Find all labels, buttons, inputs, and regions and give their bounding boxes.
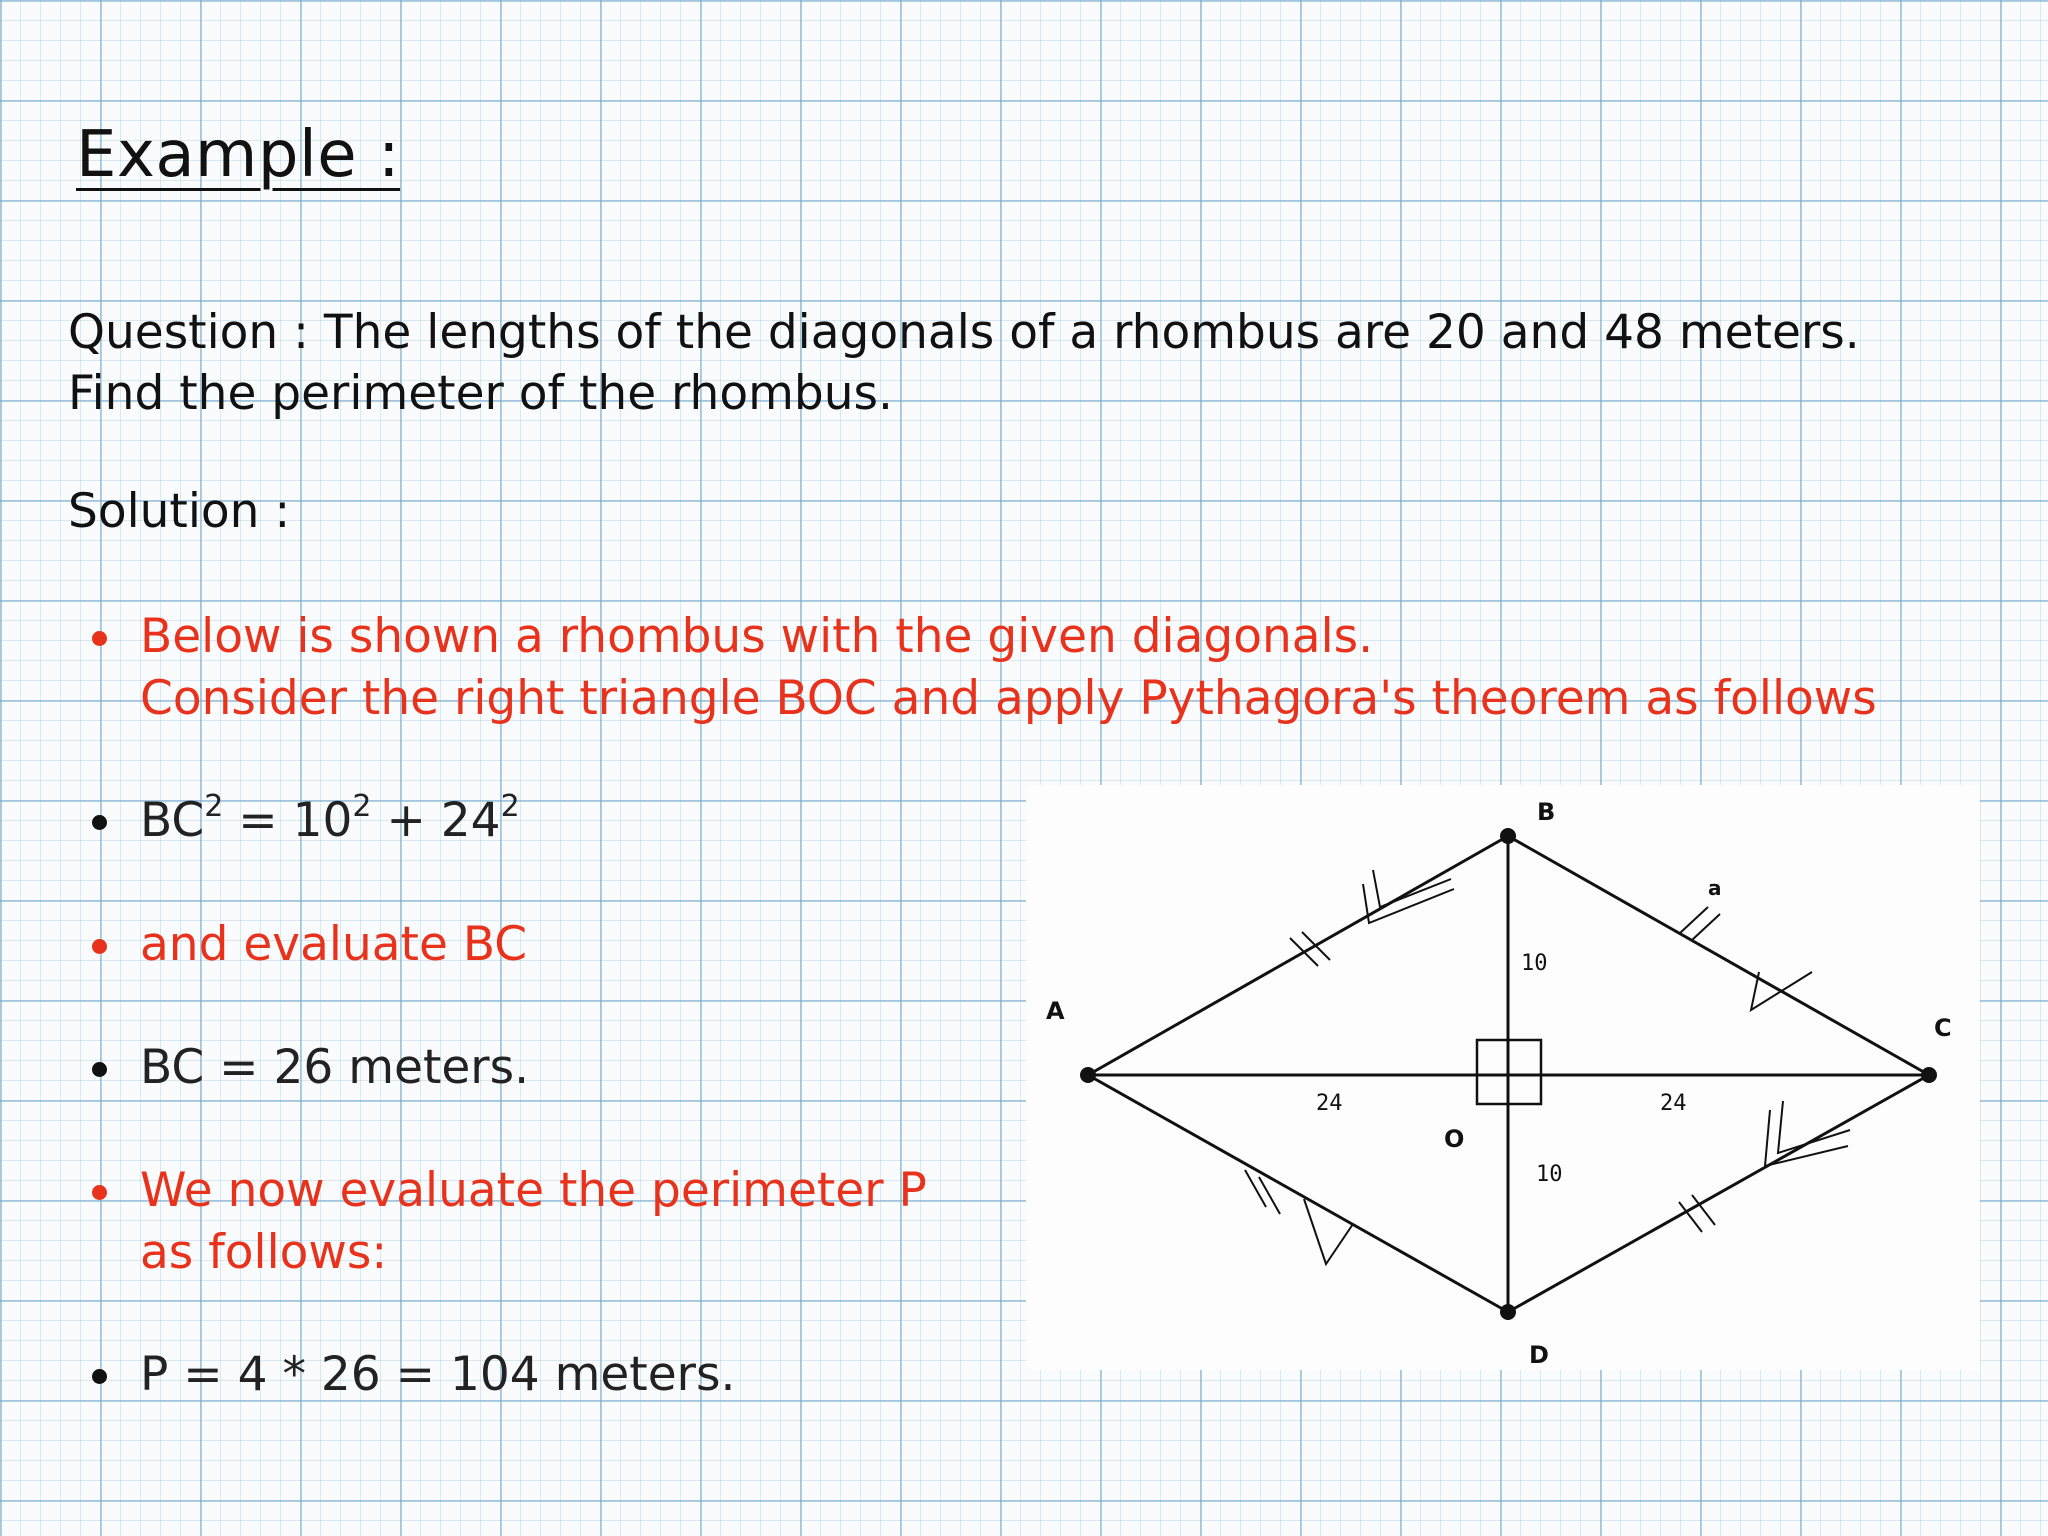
bullet-dot (92, 1369, 107, 1384)
bullet-dot (92, 939, 107, 954)
rhombus-svg (1026, 785, 1980, 1370)
eq-ten: = 10 (223, 793, 353, 848)
bullet-dot (92, 1062, 107, 1077)
step-rhombus-intro-line-2: Consider the right triangle BOC and apply Pythagora's theorem as follows (140, 671, 1877, 726)
side-a-label: a (1708, 876, 1722, 900)
step-rhombus-intro-line-1: Below is shown a rhombus with the given diagonals. (140, 609, 1374, 664)
bullet-dot (92, 631, 107, 646)
vertex-a-point (1080, 1067, 1096, 1083)
bullet-dot (92, 1185, 107, 1200)
vertex-d-label: D (1529, 1341, 1549, 1369)
vertex-d-point (1500, 1304, 1516, 1320)
arrow-cd (1765, 1110, 1848, 1166)
eq-exponent: 2 (204, 789, 224, 824)
segment-od-label: 10 (1536, 1162, 1563, 1187)
vertex-c-point (1921, 1067, 1937, 1083)
vertex-c-label: C (1934, 1014, 1952, 1042)
arrow-da (1304, 1199, 1353, 1264)
center-o-label: O (1444, 1125, 1465, 1153)
eq-twentyfour: + 24 (371, 793, 501, 848)
segment-ob-label: 10 (1521, 951, 1548, 976)
question-line-2: Find the perimeter of the rhombus. (68, 366, 893, 421)
eq-bc: BC (140, 793, 205, 848)
vertex-b-label: B (1537, 798, 1556, 826)
question-line-1: Question : The lengths of the diagonals of a rhombus are 20 and 48 meters. (68, 305, 1860, 360)
side-cd (1508, 1075, 1929, 1312)
tick-marks-da (1245, 1170, 1280, 1214)
question-text (68, 302, 1948, 424)
solution-label: Solution : (68, 484, 291, 539)
segment-oc-label: 24 (1660, 1091, 1687, 1116)
step-perimeter-intro-line-2: as follows: (140, 1225, 388, 1280)
tick-marks-bc (1680, 907, 1720, 940)
example-title: Example : (76, 118, 401, 192)
rhombus-diagram (1026, 785, 1980, 1370)
step-perimeter-intro-line-1: We now evaluate the perimeter P (140, 1163, 927, 1218)
segment-ao-label: 24 (1316, 1091, 1343, 1116)
side-ab (1088, 836, 1508, 1075)
eq-exponent: 2 (500, 789, 520, 824)
bullet-dot (92, 815, 107, 830)
vertex-b-point (1500, 828, 1516, 844)
vertex-a-label: A (1046, 997, 1065, 1025)
eq-exponent: 2 (352, 789, 372, 824)
side-bc (1508, 836, 1929, 1075)
side-da (1088, 1075, 1508, 1312)
